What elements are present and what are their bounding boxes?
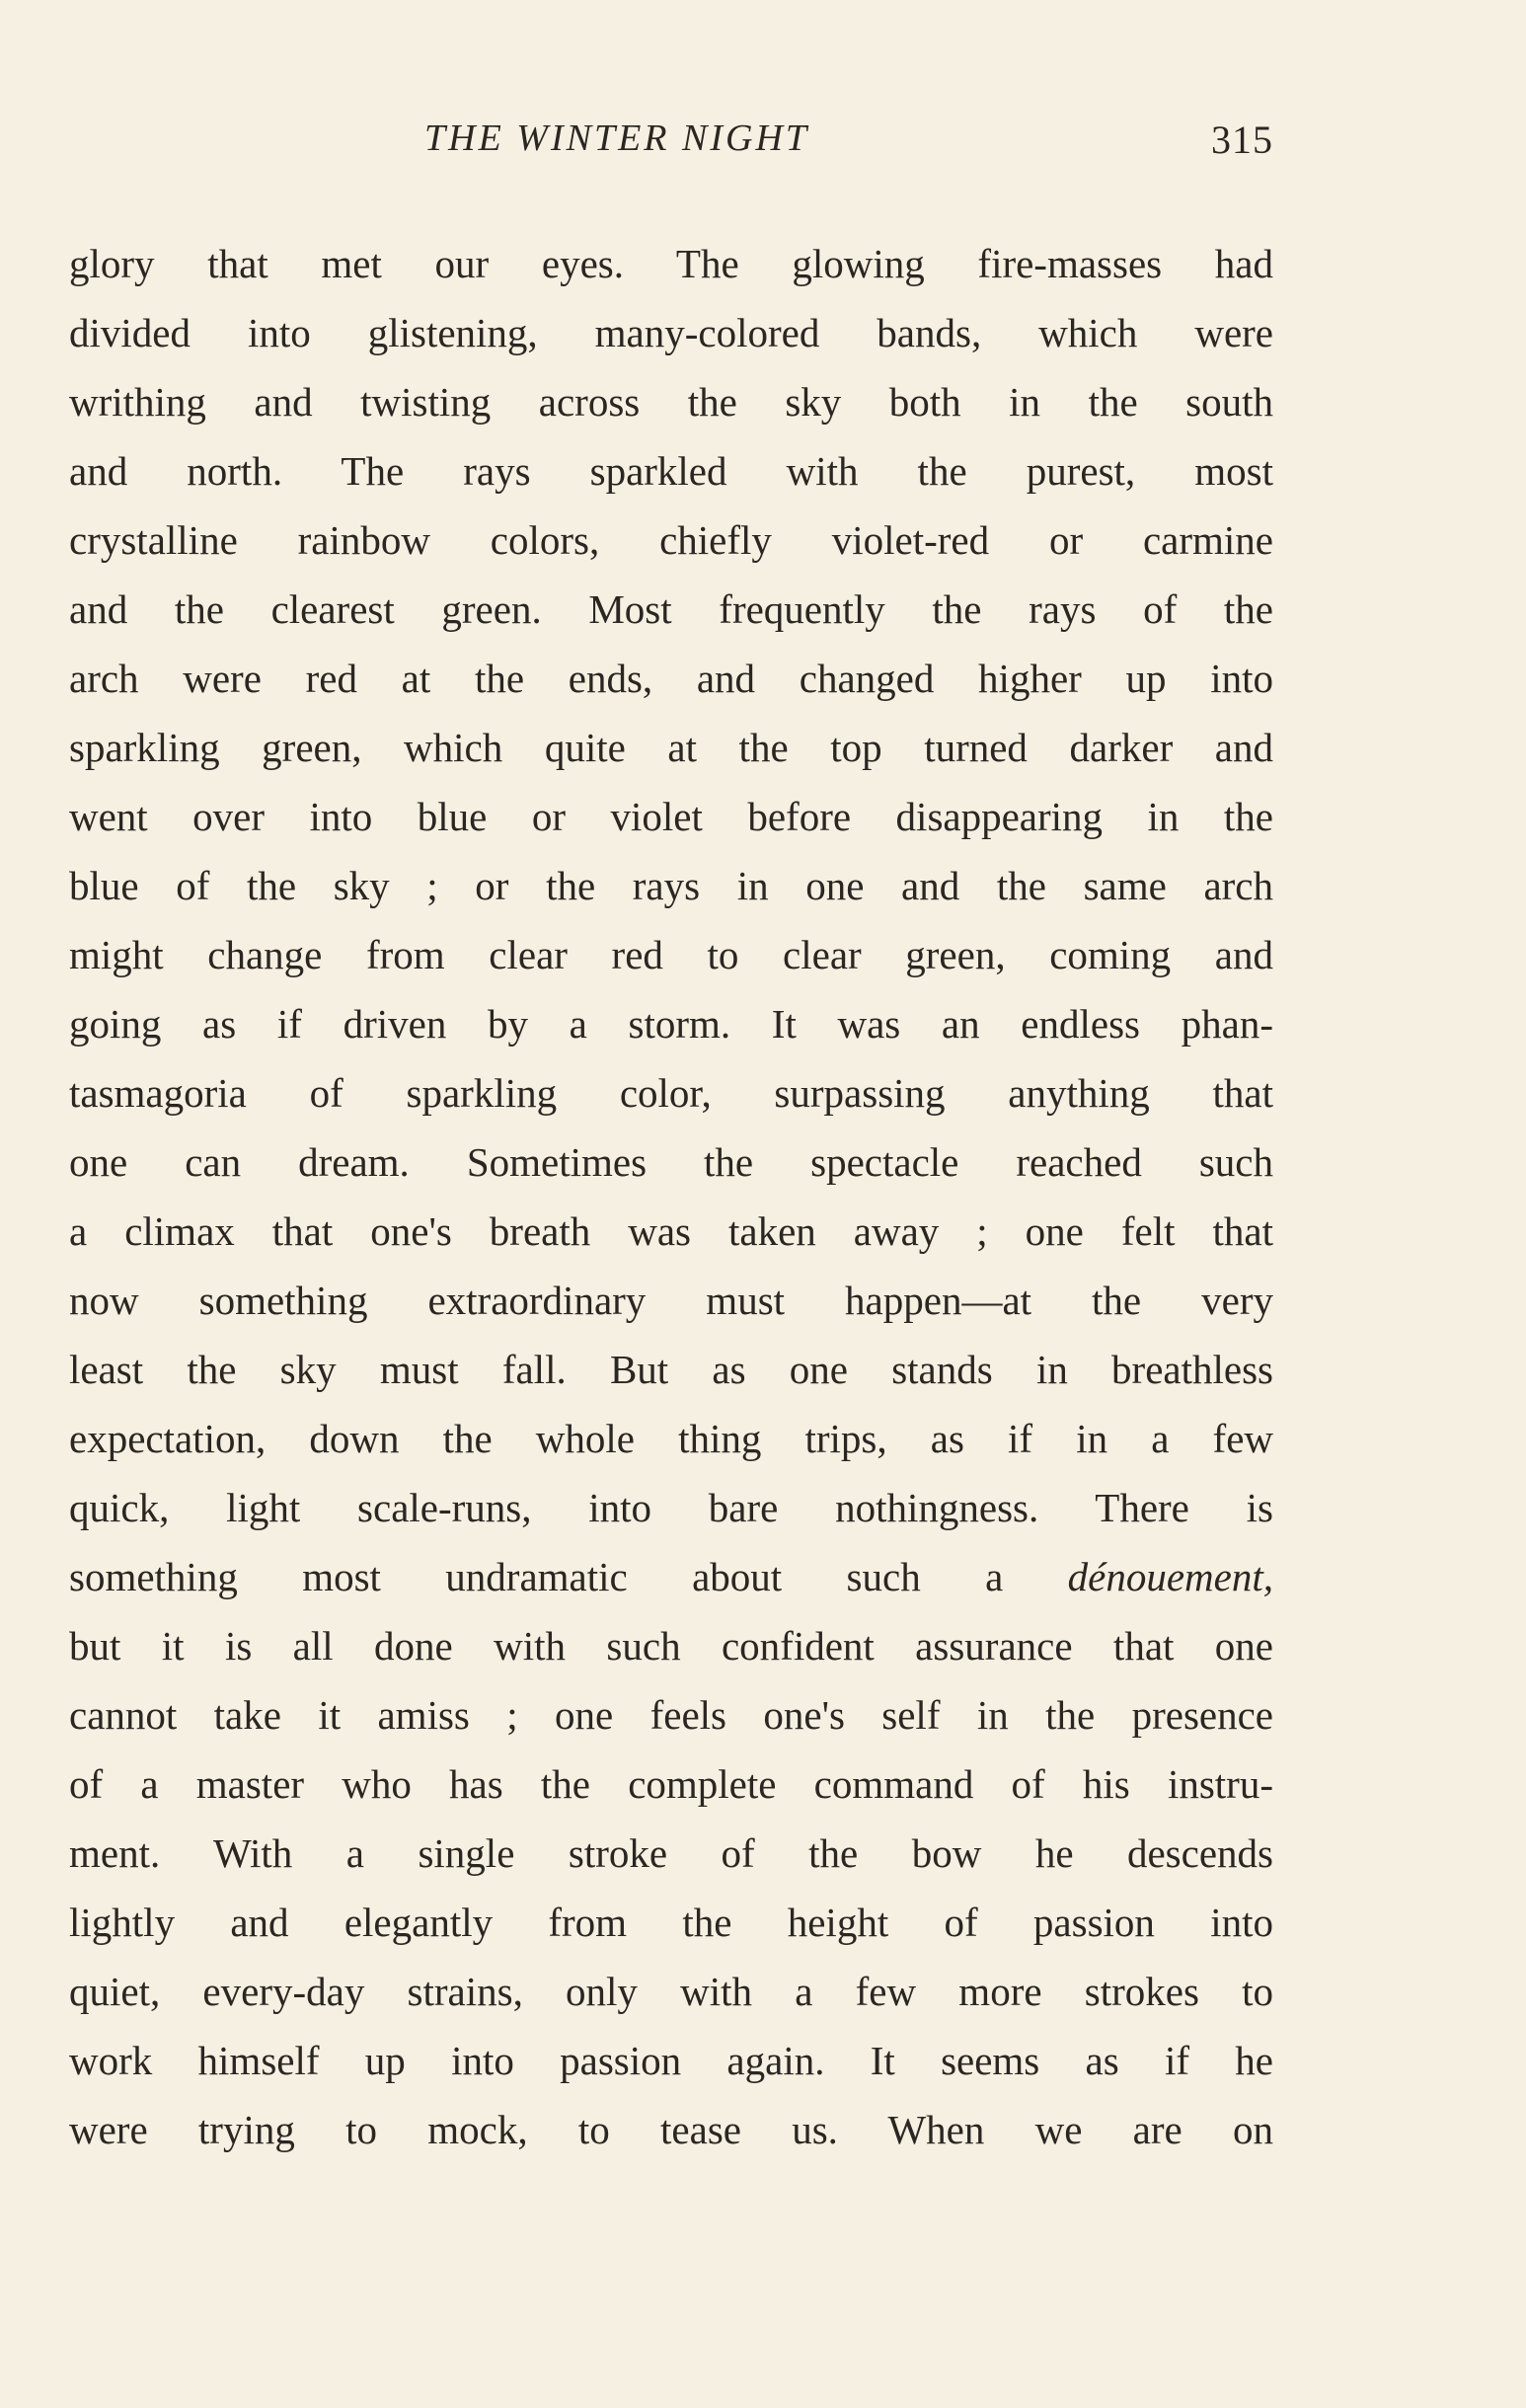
text-line: a climax that one's breath was taken away ; one felt that <box>69 1208 1273 1254</box>
body-text <box>69 229 1273 2164</box>
text-line: expectation, down the whole thing trips, as if in a few <box>69 1416 1273 1461</box>
text-line: glory that met our eyes. The glowing fire-masses had <box>69 241 1273 286</box>
text-line: but it is all done with such confident assurance that one <box>69 1623 1273 1669</box>
text-line: sparkling green, which quite at the top turned darker and <box>69 725 1273 770</box>
text-line: writhing and twisting across the sky both in the south <box>69 379 1273 425</box>
text-line: quiet, every-day strains, only with a few more strokes to <box>69 1969 1273 2014</box>
text-line: now something extraordinary must happen—at the very <box>69 1278 1273 1323</box>
text-line: and the clearest green. Most frequently the rays of the <box>69 586 1273 632</box>
running-title: THE WINTER NIGHT <box>424 117 810 159</box>
text-line: arch were red at the ends, and changed higher up into <box>69 656 1273 701</box>
italic-word: dénouement, <box>1067 1554 1273 1599</box>
text-line-with-italic <box>69 1542 1273 1611</box>
text-line: lightly and elegantly from the height of passion into <box>69 1900 1273 1945</box>
text-line: least the sky must fall. But as one stands in breathless <box>69 1347 1273 1392</box>
text-line: ment. With a single stroke of the bow he descends <box>69 1830 1273 1876</box>
text-segment: something most undramatic about such a <box>69 1554 1004 1599</box>
text-line: cannot take it amiss ; one feels one's self in the presence <box>69 1692 1273 1738</box>
text-line: going as if driven by a storm. It was an endless phan- <box>69 1001 1273 1047</box>
text-line: quick, light scale-runs, into bare nothingness. There is <box>69 1485 1273 1530</box>
text-line: one can dream. Sometimes the spectacle reached such <box>69 1139 1273 1185</box>
text-line: and north. The rays sparkled with the purest, most <box>69 448 1273 494</box>
text-line: blue of the sky ; or the rays in one and the same arch <box>69 863 1273 908</box>
text-line: divided into glistening, many-colored bands, which were <box>69 310 1273 355</box>
text-line: crystalline rainbow colors, chiefly violet-red or carmine <box>69 517 1273 563</box>
text-line: might change from clear red to clear green, coming and <box>69 932 1273 977</box>
text-line: went over into blue or violet before disappearing in the <box>69 794 1273 839</box>
text-line: were trying to mock, to tease us. When we are on <box>69 2107 1273 2152</box>
page-number: 315 <box>1211 117 1273 162</box>
text-line: of a master who has the complete command of his instru- <box>69 1761 1273 1807</box>
text-line: tasmagoria of sparkling color, surpassing anything that <box>69 1070 1273 1116</box>
text-line: work himself up into passion again. It seems as if he <box>69 2038 1273 2083</box>
running-head <box>69 117 1273 176</box>
